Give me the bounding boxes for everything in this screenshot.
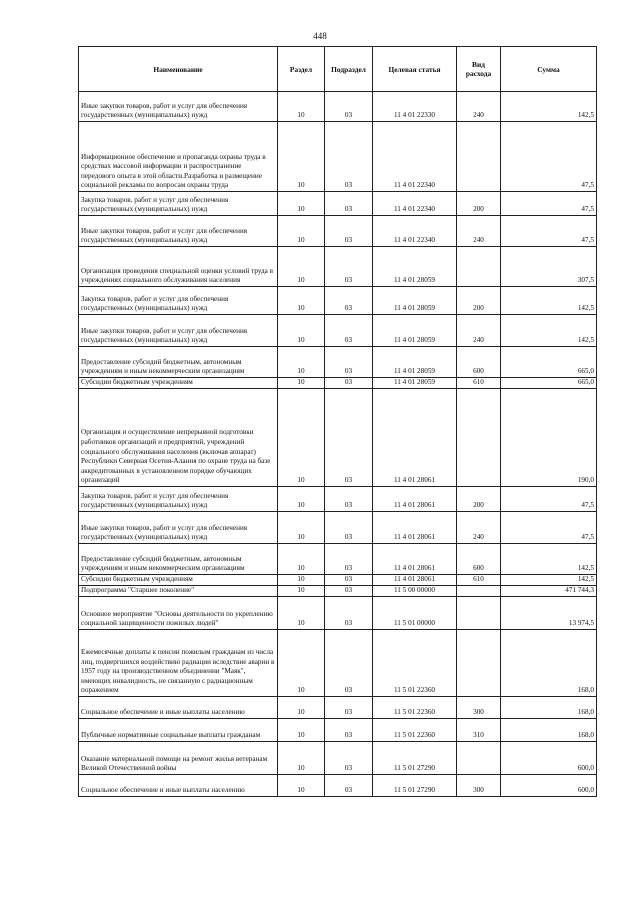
cell-subsection: 03 xyxy=(325,389,373,487)
column-header-amount: Сумма xyxy=(501,47,597,92)
cell-expense-type xyxy=(457,122,501,192)
cell-expense-type: 610 xyxy=(457,575,501,586)
cell-expense-type: 240 xyxy=(457,315,501,347)
cell-amount: 47,5 xyxy=(501,192,597,216)
cell-name: Социальное обеспечение и иные выплаты населению xyxy=(79,775,278,797)
cell-subsection: 03 xyxy=(325,315,373,347)
cell-amount: 142,5 xyxy=(501,287,597,315)
cell-amount: 168,0 xyxy=(501,630,597,697)
cell-target: 11 5 01 27290 xyxy=(373,775,457,797)
cell-section: 10 xyxy=(278,719,325,742)
cell-target: 11 5 01 22360 xyxy=(373,719,457,742)
cell-expense-type: 300 xyxy=(457,697,501,719)
cell-section: 10 xyxy=(278,122,325,192)
cell-expense-type: 240 xyxy=(457,216,501,247)
cell-expense-type xyxy=(457,389,501,487)
cell-section: 10 xyxy=(278,630,325,697)
cell-section: 10 xyxy=(278,697,325,719)
cell-subsection: 03 xyxy=(325,697,373,719)
cell-section: 10 xyxy=(278,575,325,586)
cell-section: 10 xyxy=(278,487,325,512)
cell-name: Субсидии бюджетным учреждениям xyxy=(79,378,278,389)
cell-expense-type: 200 xyxy=(457,287,501,315)
cell-section: 10 xyxy=(278,597,325,630)
cell-target: 11 4 01 28059 xyxy=(373,378,457,389)
cell-target: 11 4 01 22340 xyxy=(373,122,457,192)
table-header-row xyxy=(79,47,597,92)
cell-name: Подпрограмма "Старшее поколение" xyxy=(79,586,278,597)
cell-target: 11 5 01 00000 xyxy=(373,597,457,630)
cell-subsection: 03 xyxy=(325,630,373,697)
table-row xyxy=(79,597,597,630)
cell-amount: 600,0 xyxy=(501,742,597,775)
table-row xyxy=(79,775,597,797)
table-row xyxy=(79,586,597,597)
budget-table xyxy=(78,46,597,797)
cell-expense-type xyxy=(457,630,501,697)
cell-section: 10 xyxy=(278,287,325,315)
cell-name: Организация и осуществление непрерывной подготовки работников организаций и предприятий, учреждений социального обслуживания населения (включая аппарат) Республики Северная Осетия-Алания по охране труда на базе аккредитованных в установленном порядке обучающих организаций xyxy=(79,389,278,487)
table-row xyxy=(79,742,597,775)
cell-target: 11 4 01 28059 xyxy=(373,287,457,315)
cell-section: 10 xyxy=(278,586,325,597)
table-row xyxy=(79,192,597,216)
cell-subsection: 03 xyxy=(325,575,373,586)
cell-name: Закупка товаров, работ и услуг для обеспечения государственных (муниципальных) нужд xyxy=(79,487,278,512)
cell-expense-type: 600 xyxy=(457,544,501,575)
cell-name: Ежемесячные доплаты к пенсии пожилым гражданам из числа лиц, подвергшихся воздействию радиации вследствие аварии в 1957 году на производственном объединении "Маяк", имеющих инвалидность, не связанную с радиационным поражением xyxy=(79,630,278,697)
cell-section: 10 xyxy=(278,315,325,347)
cell-target: 11 5 01 22360 xyxy=(373,697,457,719)
cell-amount: 190,0 xyxy=(501,389,597,487)
cell-amount: 168,0 xyxy=(501,719,597,742)
cell-target: 11 5 00 00000 xyxy=(373,586,457,597)
column-header-target: Целевая статья xyxy=(373,47,457,92)
table-row xyxy=(79,630,597,697)
cell-target: 11 4 01 22340 xyxy=(373,192,457,216)
column-header-subsection: Подраздел xyxy=(325,47,373,92)
cell-subsection: 03 xyxy=(325,512,373,544)
table-row xyxy=(79,347,597,378)
cell-name: Иные закупки товаров, работ и услуг для обеспечения государственных (муниципальных) нужд xyxy=(79,512,278,544)
cell-amount: 142,5 xyxy=(501,315,597,347)
cell-subsection: 03 xyxy=(325,775,373,797)
cell-amount: 600,0 xyxy=(501,775,597,797)
cell-amount: 665,0 xyxy=(501,347,597,378)
column-header-expense-type: Вид расхода xyxy=(457,47,501,92)
cell-name: Оказание материальной помощи на ремонт жилья ветеранам Великой Отечественной войны xyxy=(79,742,278,775)
cell-amount: 13 974,5 xyxy=(501,597,597,630)
cell-expense-type xyxy=(457,247,501,287)
cell-name: Субсидии бюджетным учреждениям xyxy=(79,575,278,586)
cell-expense-type: 240 xyxy=(457,512,501,544)
cell-name: Закупка товаров, работ и услуг для обеспечения государственных (муниципальных) нужд xyxy=(79,192,278,216)
cell-section: 10 xyxy=(278,544,325,575)
cell-subsection: 03 xyxy=(325,378,373,389)
table-row xyxy=(79,92,597,122)
cell-section: 10 xyxy=(278,512,325,544)
cell-name: Иные закупки товаров, работ и услуг для обеспечения государственных (муниципальных) нужд xyxy=(79,216,278,247)
table-body xyxy=(79,92,597,797)
cell-target: 11 4 01 28059 xyxy=(373,247,457,287)
page-number: 448 xyxy=(313,31,327,41)
cell-subsection: 03 xyxy=(325,719,373,742)
cell-section: 10 xyxy=(278,378,325,389)
cell-expense-type xyxy=(457,597,501,630)
cell-name: Основное мероприятие "Основы деятельности по укреплению социальной защищенности пожилых людей" xyxy=(79,597,278,630)
cell-subsection: 03 xyxy=(325,247,373,287)
cell-name: Информационное обеспечение и пропаганда охраны труда в средствах массовой информации и распространение передового опыта в этой области.Разработка и размещение социальной рекламы по вопросам охраны труда xyxy=(79,122,278,192)
cell-amount: 142,5 xyxy=(501,575,597,586)
cell-expense-type: 240 xyxy=(457,92,501,122)
cell-subsection: 03 xyxy=(325,192,373,216)
table-row xyxy=(79,512,597,544)
cell-amount: 142,5 xyxy=(501,92,597,122)
cell-expense-type: 600 xyxy=(457,347,501,378)
cell-target: 11 4 01 28061 xyxy=(373,512,457,544)
cell-subsection: 03 xyxy=(325,487,373,512)
cell-subsection: 03 xyxy=(325,544,373,575)
cell-section: 10 xyxy=(278,389,325,487)
cell-subsection: 03 xyxy=(325,92,373,122)
cell-amount: 471 744,3 xyxy=(501,586,597,597)
cell-expense-type: 200 xyxy=(457,487,501,512)
cell-section: 10 xyxy=(278,216,325,247)
cell-section: 10 xyxy=(278,247,325,287)
table-row xyxy=(79,247,597,287)
cell-expense-type: 200 xyxy=(457,192,501,216)
table-row xyxy=(79,697,597,719)
cell-subsection: 03 xyxy=(325,586,373,597)
cell-section: 10 xyxy=(278,192,325,216)
cell-target: 11 4 01 28061 xyxy=(373,544,457,575)
table-row xyxy=(79,122,597,192)
table-row xyxy=(79,487,597,512)
cell-name: Социальное обеспечение и иные выплаты населению xyxy=(79,697,278,719)
cell-subsection: 03 xyxy=(325,347,373,378)
cell-section: 10 xyxy=(278,742,325,775)
cell-amount: 47,5 xyxy=(501,122,597,192)
cell-target: 11 5 01 27290 xyxy=(373,742,457,775)
cell-name: Публичные нормативные социальные выплаты гражданам xyxy=(79,719,278,742)
cell-name: Иные закупки товаров, работ и услуг для обеспечения государственных (муниципальных) нужд xyxy=(79,92,278,122)
cell-target: 11 4 01 28059 xyxy=(373,315,457,347)
cell-amount: 47,5 xyxy=(501,487,597,512)
cell-target: 11 4 01 22340 xyxy=(373,216,457,247)
cell-amount: 47,5 xyxy=(501,512,597,544)
cell-amount: 665,0 xyxy=(501,378,597,389)
cell-section: 10 xyxy=(278,347,325,378)
cell-amount: 47,5 xyxy=(501,216,597,247)
cell-expense-type: 300 xyxy=(457,775,501,797)
cell-expense-type: 610 xyxy=(457,378,501,389)
cell-target: 11 4 01 28061 xyxy=(373,389,457,487)
table-row xyxy=(79,315,597,347)
cell-subsection: 03 xyxy=(325,597,373,630)
table-row xyxy=(79,544,597,575)
table-row xyxy=(79,287,597,315)
table-row xyxy=(79,575,597,586)
cell-target: 11 4 01 22330 xyxy=(373,92,457,122)
table-row xyxy=(79,389,597,487)
cell-target: 11 4 01 28061 xyxy=(373,575,457,586)
column-header-name: Наименование xyxy=(79,47,278,92)
cell-expense-type xyxy=(457,742,501,775)
cell-section: 10 xyxy=(278,92,325,122)
cell-subsection: 03 xyxy=(325,287,373,315)
cell-target: 11 4 01 28061 xyxy=(373,487,457,512)
cell-name: Закупка товаров, работ и услуг для обеспечения государственных (муниципальных) нужд xyxy=(79,287,278,315)
column-header-section: Раздел xyxy=(278,47,325,92)
cell-target: 11 4 01 28059 xyxy=(373,347,457,378)
cell-name: Предоставление субсидий бюджетным, автономным учреждениям и иным некоммерческим организациям xyxy=(79,347,278,378)
cell-name: Предоставление субсидий бюджетным, автономным учреждениям и иным некоммерческим организациям xyxy=(79,544,278,575)
table-row xyxy=(79,378,597,389)
cell-target: 11 5 01 22360 xyxy=(373,630,457,697)
cell-expense-type xyxy=(457,586,501,597)
cell-amount: 168,0 xyxy=(501,697,597,719)
cell-name: Организация проведения специальной оценки условий труда в учреждениях социального обслуживания населения xyxy=(79,247,278,287)
cell-name: Иные закупки товаров, работ и услуг для обеспечения государственных (муниципальных) нужд xyxy=(79,315,278,347)
cell-amount: 142,5 xyxy=(501,544,597,575)
cell-subsection: 03 xyxy=(325,216,373,247)
cell-amount: 307,5 xyxy=(501,247,597,287)
cell-subsection: 03 xyxy=(325,742,373,775)
cell-expense-type: 310 xyxy=(457,719,501,742)
table-row xyxy=(79,216,597,247)
table-row xyxy=(79,719,597,742)
cell-subsection: 03 xyxy=(325,122,373,192)
cell-section: 10 xyxy=(278,775,325,797)
